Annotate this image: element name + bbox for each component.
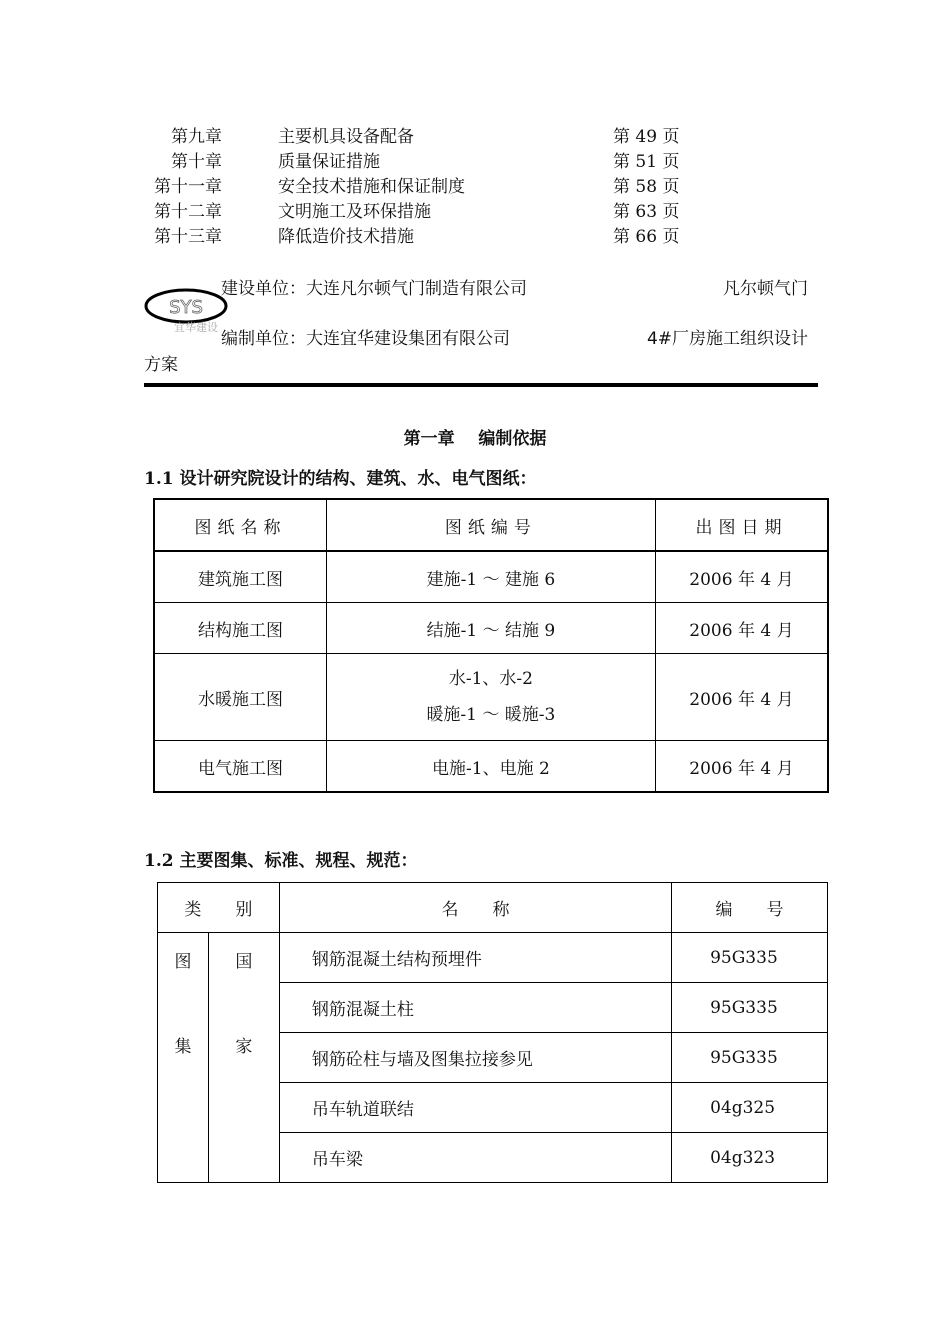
toc-title: 质量保证措施 bbox=[278, 152, 380, 172]
drawing-date: 2006 年 4 月 bbox=[655, 741, 828, 793]
column-header: 类 别 bbox=[158, 883, 280, 933]
toc-title: 安全技术措施和保证制度 bbox=[278, 177, 465, 197]
toc-chapter: 第十一章 bbox=[154, 177, 222, 197]
toc-chapter: 第九章 bbox=[171, 127, 222, 147]
chapter-title: 第一章 编制依据 bbox=[403, 429, 547, 449]
toc-title: 降低造价技术措施 bbox=[278, 227, 414, 247]
toc-title: 文明施工及环保措施 bbox=[278, 202, 431, 222]
toc-page: 第 63 页 bbox=[613, 202, 680, 222]
standard-name: 吊车轨道联结 bbox=[279, 1083, 671, 1133]
table-row bbox=[158, 933, 828, 983]
category-char: 家 bbox=[235, 1037, 253, 1057]
category-char: 图 bbox=[174, 952, 192, 972]
builder-unit: 建设单位：大连凡尔顿气门制造有限公司 bbox=[221, 279, 527, 299]
drawing-name: 水暖施工图 bbox=[154, 654, 326, 741]
compiler-right: 4#厂房施工组织设计 bbox=[646, 329, 808, 349]
builder-right: 凡尔顿气门 bbox=[723, 279, 808, 299]
toc-row bbox=[144, 175, 704, 200]
column-header: 图纸名称 bbox=[154, 499, 326, 551]
drawing-date: 2006 年 4 月 bbox=[655, 654, 828, 741]
toc-row bbox=[144, 125, 704, 150]
toc-row bbox=[144, 225, 704, 250]
document-header bbox=[144, 272, 818, 390]
table-row bbox=[154, 551, 828, 603]
category-cell bbox=[158, 933, 209, 1183]
drawing-code: 电施-1、电施 2 bbox=[326, 741, 655, 793]
toc-page: 第 49 页 bbox=[613, 127, 680, 147]
category-char: 集 bbox=[174, 1037, 192, 1057]
toc-page: 第 66 页 bbox=[613, 227, 680, 247]
column-header: 图纸编号 bbox=[326, 499, 655, 551]
drawing-code: 结施-1 ～ 结施 9 bbox=[326, 603, 655, 654]
standard-code: 04g325 bbox=[672, 1083, 828, 1133]
standard-code: 95G335 bbox=[672, 933, 828, 983]
table-header-row bbox=[158, 883, 828, 933]
standard-name: 钢筋混凝土柱 bbox=[279, 983, 671, 1033]
toc-chapter: 第十二章 bbox=[154, 202, 222, 222]
drawing-code-cell bbox=[326, 654, 655, 741]
header-rule bbox=[144, 383, 818, 387]
column-header: 出图日期 bbox=[655, 499, 828, 551]
category-char: 国 bbox=[235, 952, 253, 972]
standard-name: 吊车梁 bbox=[279, 1133, 671, 1183]
drawing-date: 2006 年 4 月 bbox=[655, 603, 828, 654]
drawing-code: 暖施-1 ～ 暖施-3 bbox=[426, 705, 556, 725]
standard-code: 95G335 bbox=[672, 1033, 828, 1083]
table-row bbox=[154, 654, 828, 741]
toc-page: 第 51 页 bbox=[613, 152, 680, 172]
column-header: 编 号 bbox=[672, 883, 828, 933]
standard-code: 95G335 bbox=[672, 983, 828, 1033]
drawing-code: 建施-1 ～ 建施 6 bbox=[326, 551, 655, 603]
toc-chapter: 第十三章 bbox=[154, 227, 222, 247]
toc-row bbox=[144, 150, 704, 175]
subcategory-cell bbox=[208, 933, 279, 1183]
company-logo bbox=[144, 288, 230, 332]
drawing-name: 建筑施工图 bbox=[154, 551, 326, 603]
svg-text:SYS: SYS bbox=[169, 297, 203, 318]
toc-page: 第 58 页 bbox=[613, 177, 680, 197]
table-header-row bbox=[154, 499, 828, 551]
toc-title: 主要机具设备配备 bbox=[278, 127, 414, 147]
table-row bbox=[154, 603, 828, 654]
section-heading: 1.1 设计研究院设计的结构、建筑、水、电气图纸： bbox=[144, 469, 537, 489]
compiler-unit: 编制单位：大连宜华建设集团有限公司 bbox=[221, 329, 510, 349]
column-header: 名 称 bbox=[279, 883, 671, 933]
toc-chapter: 第十章 bbox=[171, 152, 222, 172]
drawing-date: 2006 年 4 月 bbox=[655, 551, 828, 603]
standard-name: 钢筋砼柱与墙及图集拉接参见 bbox=[279, 1033, 671, 1083]
standard-name: 钢筋混凝土结构预埋件 bbox=[279, 933, 671, 983]
table-row bbox=[154, 741, 828, 793]
table-of-contents bbox=[144, 125, 704, 250]
drawings-table bbox=[153, 498, 829, 793]
svg-text:宜华建设: 宜华建设 bbox=[174, 321, 218, 332]
toc-row bbox=[144, 200, 704, 225]
drawing-code: 水-1、水-2 bbox=[448, 669, 533, 689]
drawing-name: 电气施工图 bbox=[154, 741, 326, 793]
standard-code: 04g323 bbox=[672, 1133, 828, 1183]
drawing-name: 结构施工图 bbox=[154, 603, 326, 654]
header-continuation: 方案 bbox=[144, 355, 178, 375]
standards-table bbox=[157, 882, 828, 1183]
section-heading: 1.2 主要图集、标准、规程、规范： bbox=[144, 851, 418, 871]
